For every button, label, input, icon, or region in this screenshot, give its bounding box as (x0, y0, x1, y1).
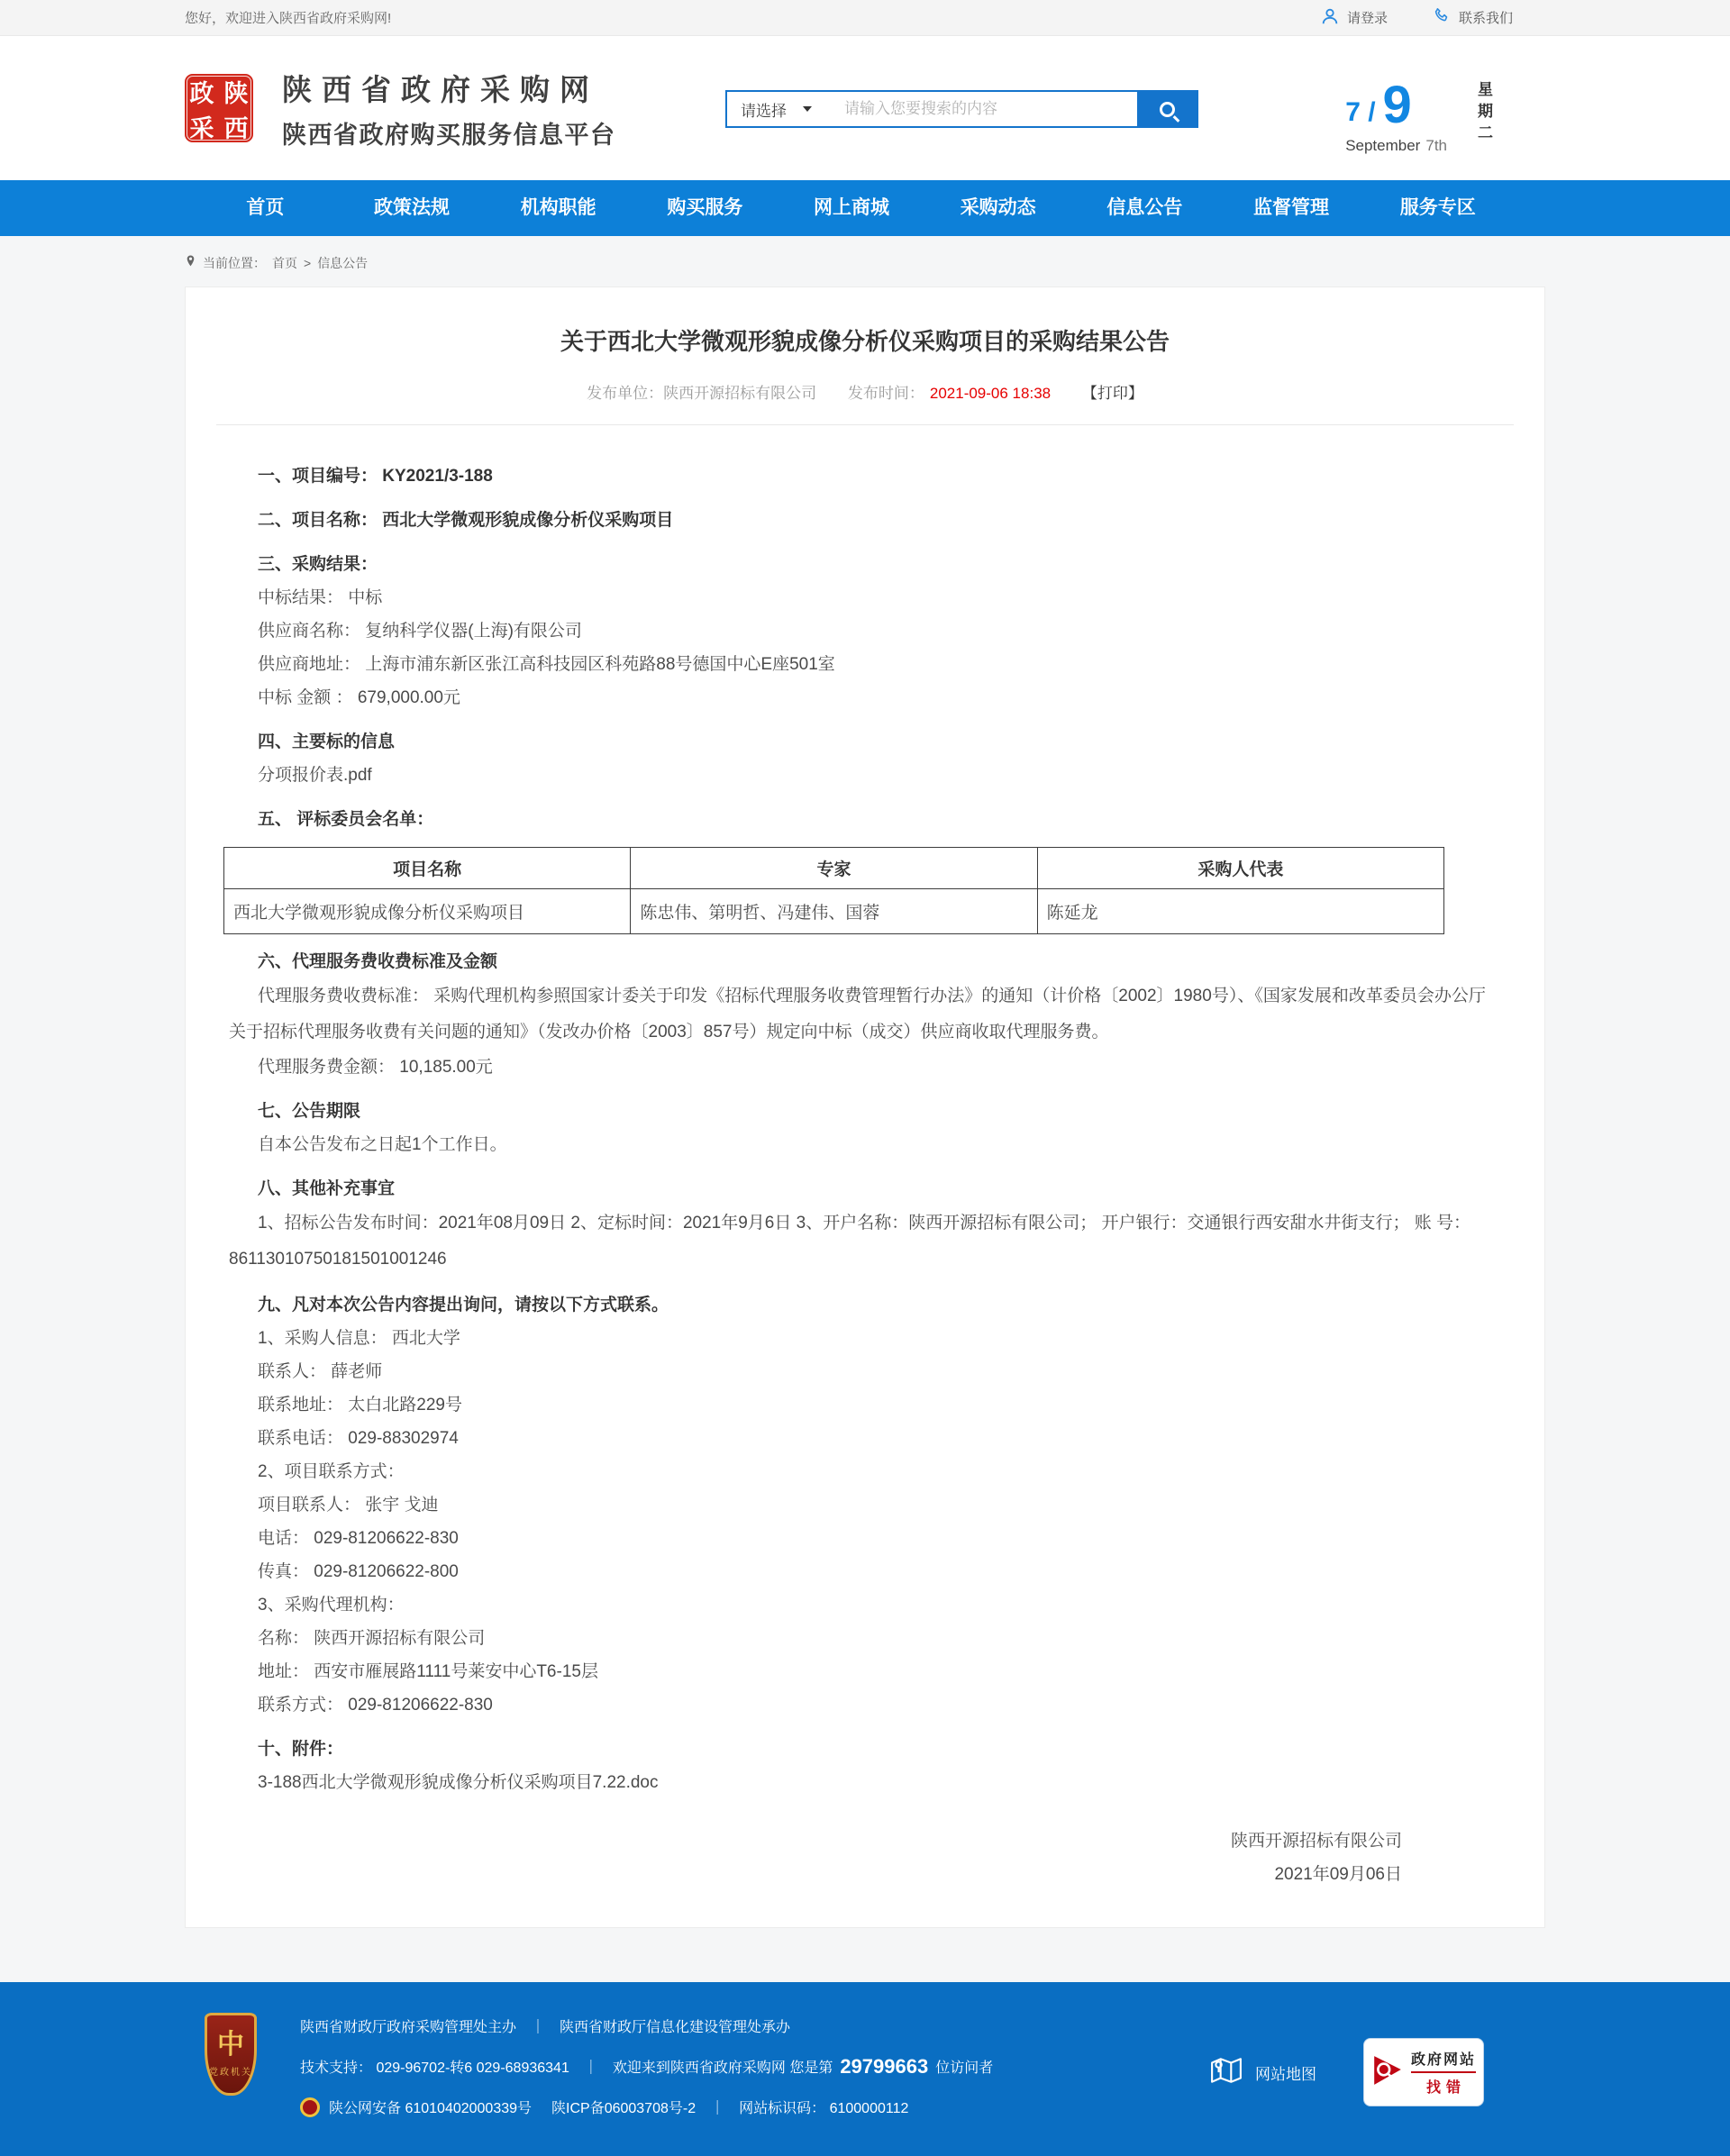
footer-line-3 (300, 2087, 993, 2127)
signature-company: 陕西开源招标有限公司 (1230, 1832, 1402, 1851)
search-box (725, 90, 1198, 128)
body-line: 自本公告发布之日起1个工作日。 (258, 1135, 507, 1154)
location-pin-icon (185, 254, 196, 272)
table-header-cell: 采购人代表 (1037, 848, 1443, 889)
nav-item[interactable]: 采购动态 (960, 197, 1036, 218)
signature-date: 2021年09月06日 (1274, 1865, 1402, 1884)
search-select-label: 请选择 (741, 102, 787, 120)
sitemap-link[interactable] (1210, 2056, 1316, 2089)
header (0, 36, 1730, 180)
site-title: 陕西省政府采购网 (282, 72, 599, 106)
body-line: 联系方式： 029-81206622-830 (258, 1696, 493, 1715)
body-line: 3、采购代理机构： (258, 1596, 405, 1615)
login-link[interactable] (1320, 6, 1388, 30)
committee-table (223, 847, 1444, 934)
article-body (229, 459, 1501, 1799)
flag-magnifier-icon (1371, 2054, 1404, 2091)
map-icon (1210, 2056, 1243, 2089)
body-line: 联系电话： 029-88302974 (258, 1429, 459, 1448)
publish-time-label: 发布时间： (847, 385, 924, 402)
body-line: 供应商名称： 复纳科学仪器(上海)有限公司 (258, 622, 582, 641)
visitor-suffix-text: 位访问者 (935, 2060, 994, 2076)
emblem-label: 党政机关 (209, 2067, 252, 2078)
chevron-down-icon (803, 106, 812, 112)
body-line: 中标 金额 ： 679,000.00元 (258, 688, 460, 707)
nav-item[interactable]: 首页 (246, 197, 285, 218)
publish-time-value: 2021-09-06 18:38 (929, 385, 1052, 402)
footer-separator: ｜ (710, 2101, 725, 2116)
print-button[interactable]: 【打印】 (1081, 385, 1143, 402)
project-name-heading: 二、项目名称： 西北大学微观形貌成像分析仪采购项目 (258, 511, 674, 530)
attachment-link-pdf[interactable]: 分项报价表.pdf (258, 766, 372, 785)
site-logo[interactable] (185, 74, 253, 142)
gov-badge-subtitle: 找错 (1425, 2080, 1466, 2096)
table-cell: 陈延龙 (1037, 889, 1443, 934)
contact-label: 联系我们 (1458, 11, 1513, 26)
body-line: 项目联系人： 张宇 戈迪 (258, 1496, 439, 1515)
body-line: 2、项目联系方式： (258, 1462, 405, 1481)
attachment-heading: 十、附件： (258, 1740, 344, 1759)
footer-separator: ｜ (583, 2060, 598, 2076)
welcome-text: 您好，欢迎进入陕西省政府采购网! (185, 11, 392, 26)
body-line: 联系地址： 太白北路229号 (258, 1396, 462, 1415)
footer-line-1 (300, 2006, 993, 2046)
breadcrumb-label: 当前位置： (203, 256, 266, 270)
search-icon (1160, 102, 1175, 117)
logo-char: 政 (189, 80, 214, 107)
publisher-label: 发布单位： (587, 385, 664, 402)
body-line: 联系人： 薛老师 (258, 1362, 383, 1381)
date-day-en: 7th (1425, 137, 1447, 154)
result-heading: 三、采购结果： (258, 555, 378, 574)
project-number-heading: 一、项目编号： KY2021/3-188 (258, 467, 493, 486)
phone-icon (1433, 6, 1452, 29)
search-category-select[interactable] (727, 92, 835, 126)
committee-heading: 五、 评标委员会名单： (258, 810, 434, 829)
footer-host-text: 陕西省财政厅政府采购管理处主办 (300, 2020, 517, 2035)
nav-item[interactable]: 政策法规 (374, 197, 450, 218)
signature-block (229, 1824, 1501, 1891)
emblem-glyph: 中 (217, 2029, 244, 2060)
table-header-row (224, 848, 1444, 889)
other-matters-heading: 八、其他补充事宜 (258, 1179, 396, 1198)
topbar (0, 0, 1730, 36)
user-icon (1320, 6, 1340, 30)
footer-separator: ｜ (531, 2020, 546, 2035)
main-nav (0, 180, 1730, 236)
nav-item[interactable]: 网上商城 (814, 197, 890, 218)
notice-period-heading: 七、公告期限 (258, 1102, 361, 1121)
nav-item[interactable]: 信息公告 (1106, 197, 1183, 218)
nav-item[interactable]: 购买服务 (667, 197, 743, 218)
table-cell: 西北大学微观形貌成像分析仪采购项目 (224, 889, 631, 934)
site-subtitle: 陕西省政府购买服务信息平台 (282, 121, 616, 149)
nav-item[interactable]: 监督管理 (1253, 197, 1330, 218)
search-button[interactable] (1137, 92, 1197, 126)
date-day: 7 / (1345, 97, 1376, 127)
date-month: 9 (1382, 76, 1412, 134)
page-title: 关于西北大学微观形貌成像分析仪采购项目的采购结果公告 (560, 328, 1170, 355)
breadcrumb (185, 236, 1545, 287)
body-line: 1、采购人信息： 西北大学 (258, 1329, 460, 1348)
login-label: 请登录 (1346, 11, 1388, 26)
search-input[interactable] (835, 92, 1137, 126)
attachment-link-doc[interactable]: 3-188西北大学微观形貌成像分析仪采购项目7.22.doc (258, 1773, 659, 1792)
table-row (224, 889, 1444, 934)
table-header-cell: 项目名称 (224, 848, 631, 889)
subject-info-heading: 四、主要标的信息 (258, 732, 396, 751)
visitor-prefix-text: 欢迎来到陕西省政府采购网 您是第 (612, 2060, 833, 2076)
site-id-text: 网站标识码： 6100000112 (739, 2101, 909, 2116)
gov-error-report-badge[interactable] (1363, 2038, 1484, 2106)
table-cell: 陈忠伟、第明哲、冯建伟、国蓉 (631, 889, 1037, 934)
police-badge-icon (300, 2097, 320, 2117)
breadcrumb-current: 信息公告 (317, 256, 369, 270)
footer (0, 1982, 1730, 2156)
date-month-en: September (1345, 137, 1421, 154)
table-header-cell: 专家 (631, 848, 1037, 889)
sitemap-label: 网站地图 (1255, 2065, 1316, 2083)
tech-support-text: 技术支持： 029-96702-转6 029-68936341 (300, 2060, 569, 2076)
nav-item[interactable]: 服务专区 (1399, 197, 1476, 218)
breadcrumb-separator: > (304, 256, 312, 270)
contact-link[interactable] (1433, 6, 1513, 29)
visitor-count: 29799663 (840, 2054, 929, 2078)
nav-item[interactable]: 机构职能 (520, 197, 596, 218)
body-line: 电话： 029-81206622-830 (258, 1529, 459, 1548)
party-gov-emblem (205, 2013, 257, 2096)
date-widget (1345, 76, 1540, 155)
body-para: 代理服务费收费标准： 采购代理机构参照国家计委关于印发《招标代理服务收费管理暂行办法》的通知（计价格〔2002〕1980号）、《国家发展和改革委员会办公厅关于招标代理服务收费有关问题的通知》（发改办价格〔2003〕857号）规定向中标（成交）供应商收取代理服务费。 (229, 987, 1486, 1042)
body-line: 名称： 陕西开源招标有限公司 (258, 1629, 486, 1648)
publisher-value: 陕西开源招标有限公司 (663, 385, 817, 402)
body-para: 1、招标公告发布时间：2021年08月09日 2、定标时间：2021年9月6日 3、开户名称：陕西开源招标有限公司； 开户银行：交通银行西安甜水井街支行； 账 号：86113010750181501001246 (229, 1214, 1471, 1269)
article-meta (229, 380, 1501, 403)
breadcrumb-home[interactable]: 首页 (272, 256, 297, 270)
body-line: 地址： 西安市雁展路1111号莱安中心T6-15层 (258, 1662, 598, 1681)
agency-fee-heading: 六、代理服务费收费标准及金额 (258, 952, 498, 971)
date-weekday: 星期二 (1475, 81, 1492, 146)
security-record-text[interactable]: 陕公网安备 61010402000339号 (329, 2101, 533, 2116)
body-line: 供应商地址： 上海市浦东新区张江高科技园区科苑路88号德国中心E座501室 (258, 655, 835, 674)
meta-divider (216, 424, 1514, 425)
body-line: 中标结果： 中标 (258, 588, 383, 607)
logo-char: 西 (223, 115, 249, 142)
contact-heading: 九、凡对本次公告内容提出询问，请按以下方式联系。 (258, 1296, 669, 1315)
announcement-card (185, 287, 1545, 1928)
body-line: 代理服务费金额： 10,185.00元 (258, 1058, 493, 1077)
body-line: 传真： 029-81206622-800 (258, 1562, 459, 1581)
logo-char: 陕 (223, 80, 249, 107)
logo-char: 采 (189, 115, 214, 142)
footer-undertake-text: 陕西省财政厅信息化建设管理处承办 (560, 2020, 791, 2035)
icp-record-text[interactable]: 陕ICP备06003708号-2 (551, 2101, 697, 2116)
footer-line-2 (300, 2046, 993, 2087)
gov-badge-title: 政府网站 (1411, 2048, 1476, 2073)
